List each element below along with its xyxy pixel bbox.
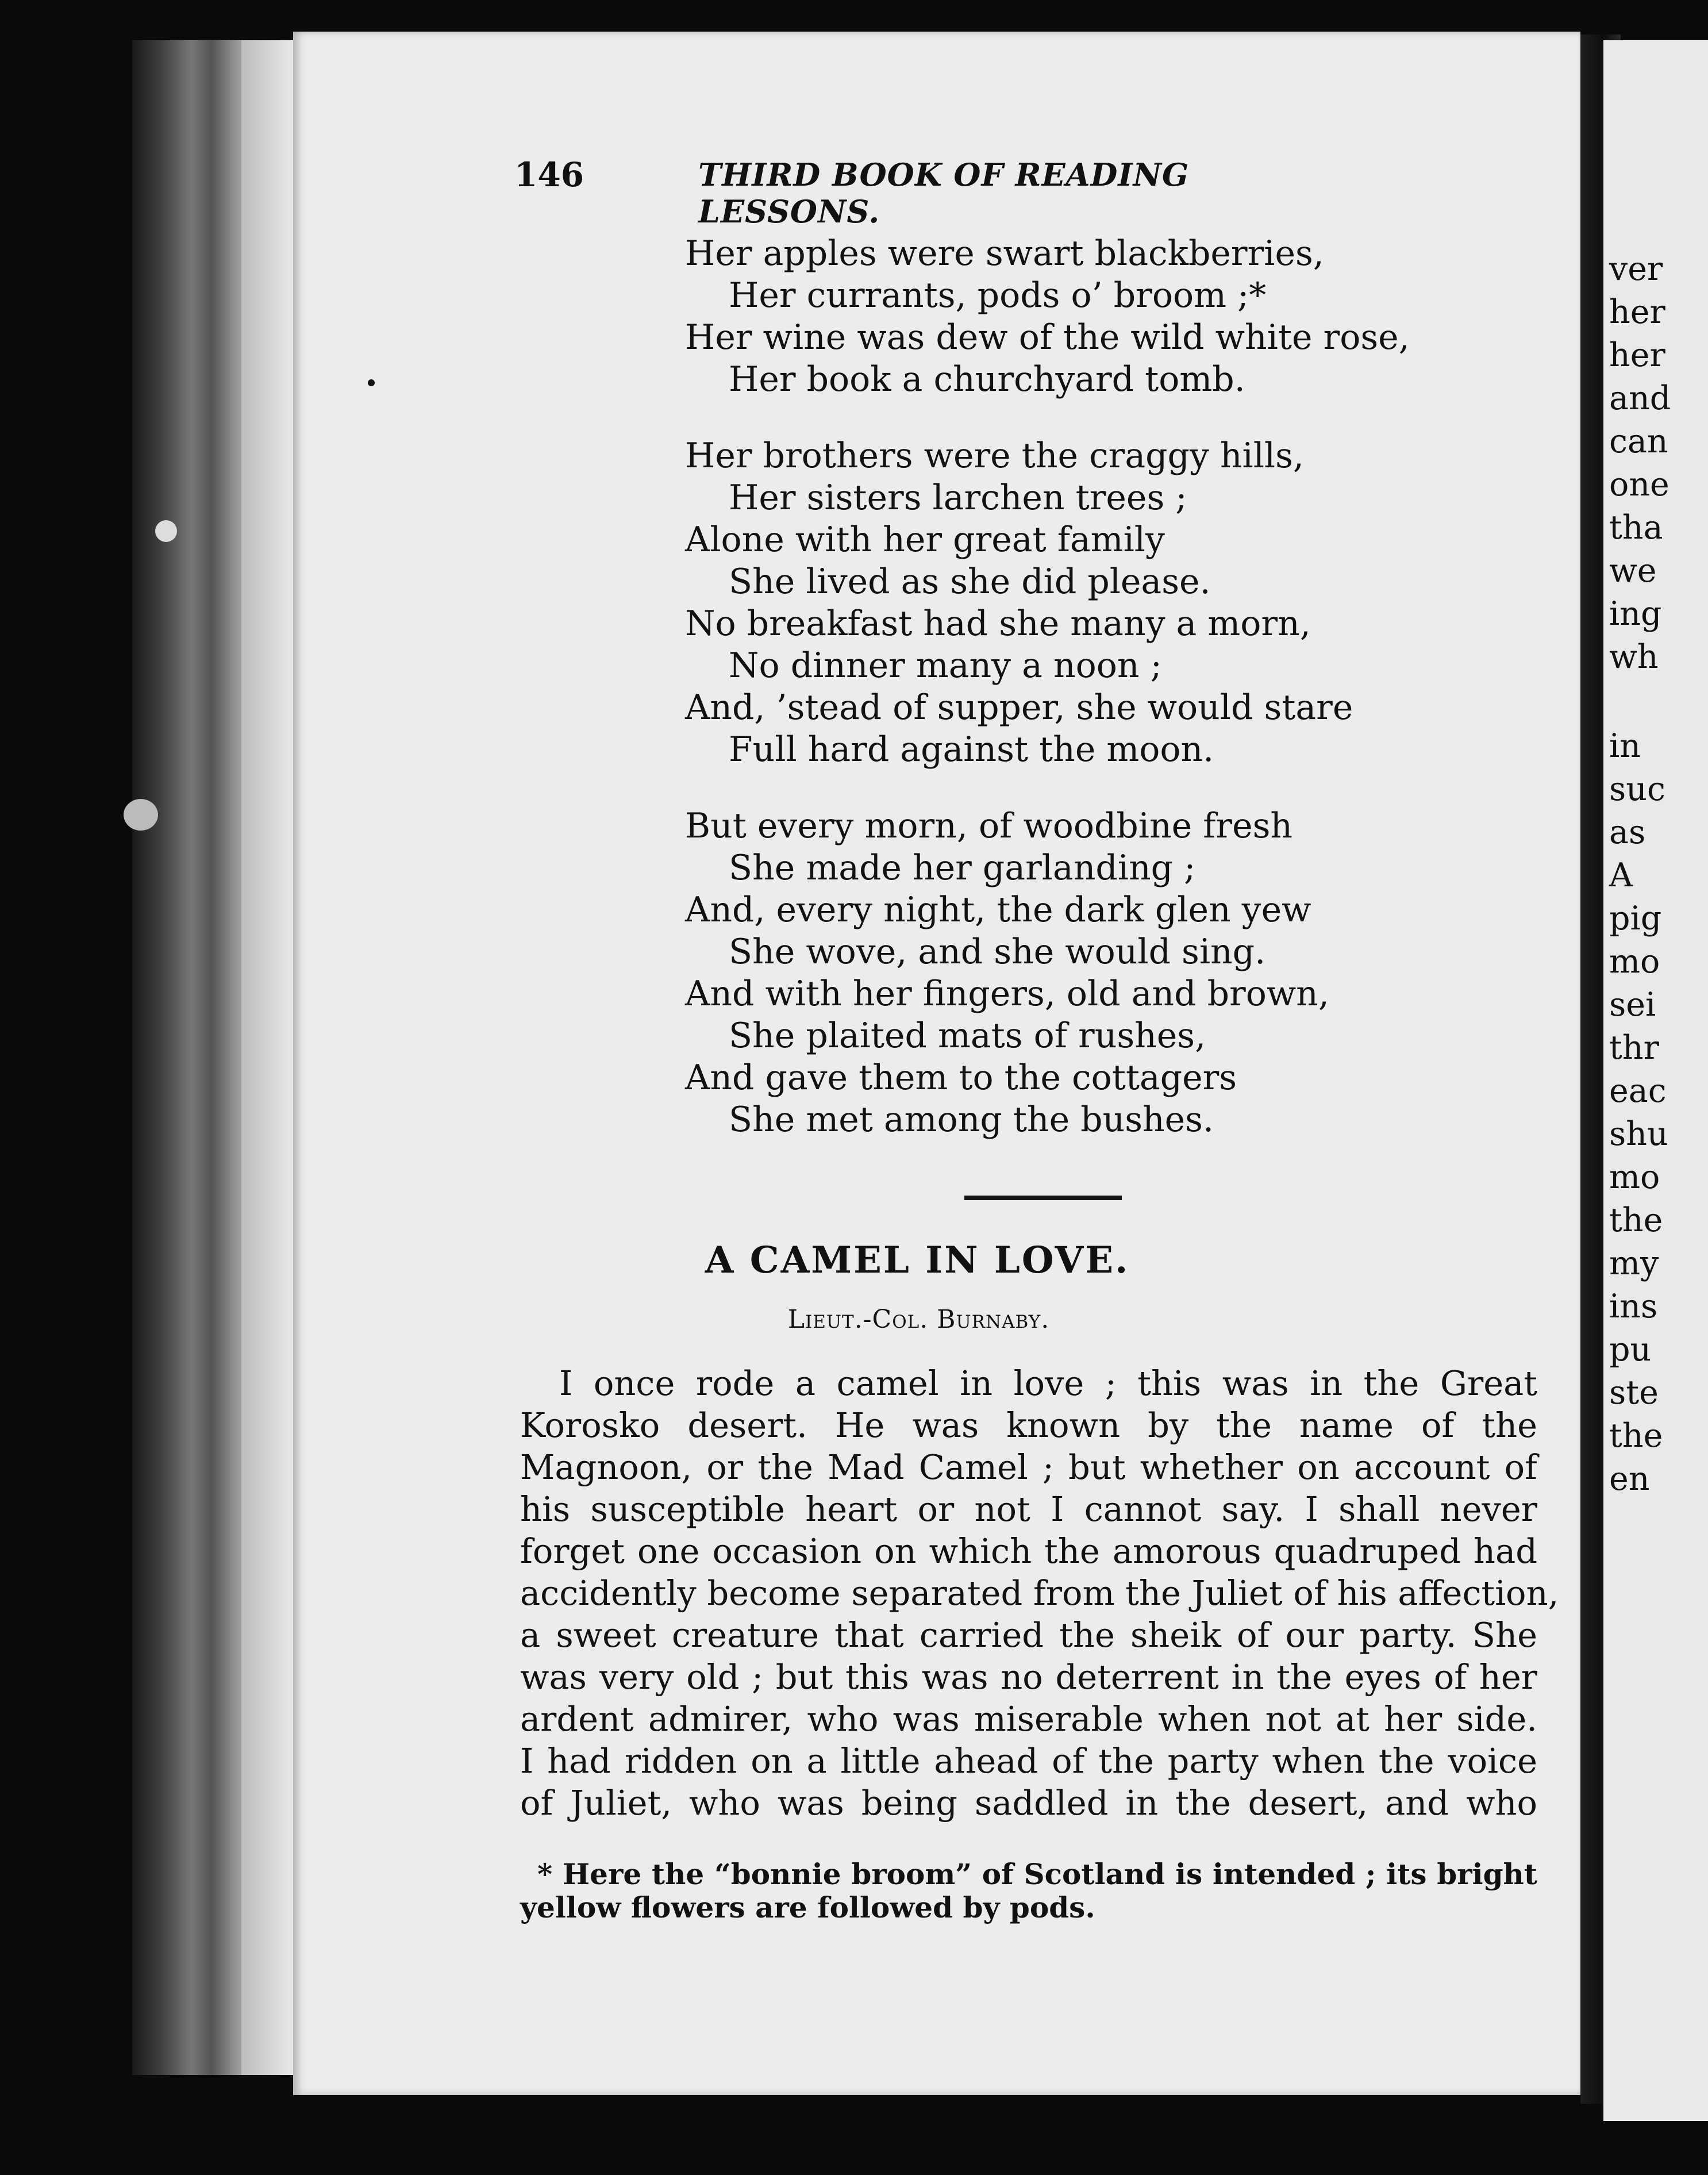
facing-page-fragment: ing (1609, 595, 1662, 633)
poem-line: And, every night, the dark glen yew (685, 890, 1311, 930)
facing-page-fragment: we (1609, 552, 1657, 590)
article-line: Magnoon, or the Mad Camel ; but whether on account of (520, 1447, 1537, 1487)
poem-line: Her brothers were the craggy hills, (685, 436, 1304, 476)
poem-line: Her apples were swart blackberries, (685, 233, 1324, 274)
article-line: ardent admirer, who was miserable when not at her side. (520, 1699, 1537, 1739)
facing-page-fragment: shu (1609, 1115, 1668, 1153)
article-line: Korosko desert. He was known by the name of the (520, 1405, 1537, 1445)
poem-line: She wove, and she would sing. (729, 932, 1266, 972)
poem-stanza (685, 435, 1432, 771)
poem-line: Her currants, pods o’ broom ;* (729, 275, 1267, 316)
poem-line: She plaited mats of rushes, (729, 1016, 1206, 1056)
facing-page-fragment: her (1609, 336, 1665, 374)
poem-line: Her sisters larchen trees ; (729, 478, 1187, 518)
facing-page-fragment: my (1609, 1244, 1659, 1282)
poem-line: No dinner many a noon ; (729, 645, 1162, 686)
scan-speck (155, 520, 177, 542)
facing-page-fragment: the (1609, 1417, 1663, 1455)
poem-line: And, ’stead of supper, she would stare (685, 687, 1353, 728)
facing-page-fragment: can (1609, 422, 1668, 460)
poem-stanza (685, 805, 1432, 1141)
facing-page (1603, 40, 1708, 2121)
scan-speck (124, 799, 158, 831)
facing-page-fragment: tha (1609, 509, 1663, 547)
footnote (520, 1858, 1537, 1924)
poem-line: She made her garlanding ; (729, 848, 1196, 888)
poem-line: She met among the bushes. (729, 1100, 1214, 1140)
poem-line: No breakfast had she many a morn, (685, 604, 1311, 644)
scan-speck (368, 379, 375, 386)
facing-page-fragment: one (1609, 466, 1669, 504)
facing-page-fragment: and (1609, 379, 1671, 417)
facing-page-fragment: in (1609, 727, 1641, 765)
poem-line: And with her fingers, old and brown, (685, 974, 1329, 1014)
article-line: I had ridden on a little ahead of the party when the voice (520, 1741, 1537, 1781)
article-line: accidently become separated from the Juliet of his affection, (520, 1573, 1559, 1613)
facing-page-fragment: A (1609, 856, 1633, 894)
article-body (520, 1362, 1559, 1824)
article-line: I once rode a camel in love ; this was in the Great (559, 1363, 1537, 1403)
facing-page-fragment: sei (1609, 986, 1656, 1024)
section-divider (964, 1196, 1122, 1200)
facing-page-fragment: wh (1609, 638, 1659, 676)
article-line: forget one occasion on which the amorous quadruped had (520, 1531, 1537, 1571)
article-title: A CAMEL IN LOVE. (705, 1239, 1130, 1282)
footnote-line: * Here the “bonnie broom” of Scotland is intended ; its bright (537, 1857, 1537, 1891)
facing-page-fragment: ver (1609, 250, 1663, 288)
article-line: his susceptible heart or not I cannot say. I shall never (520, 1489, 1537, 1529)
article-line: a sweet creature that carried the sheik of our party. She (520, 1615, 1537, 1655)
facing-page-fragment: thr (1609, 1029, 1659, 1067)
poem-line: But every morn, of woodbine fresh (685, 806, 1293, 846)
footnote-line: yellow flowers are followed by pods. (520, 1890, 1095, 1924)
facing-page-fragment: pu (1609, 1331, 1652, 1369)
poem-stanza (685, 233, 1432, 401)
facing-page-fragment: pig (1609, 900, 1662, 937)
facing-page-fragment: mo (1609, 1158, 1660, 1196)
poem-line: Alone with her great family (685, 520, 1165, 560)
facing-page-fragment: ste (1609, 1374, 1659, 1412)
facing-page-fragment: ins (1609, 1288, 1658, 1325)
book-edge-inner (241, 40, 293, 2075)
facing-page-fragment: suc (1609, 770, 1665, 808)
facing-page-fragment: eac (1609, 1072, 1667, 1110)
page-number: 146 (514, 155, 584, 194)
page-header (514, 155, 1359, 230)
running-title: THIRD BOOK OF READING LESSONS. (698, 156, 1190, 230)
facing-page-fragment: her (1609, 293, 1665, 331)
article-author: Lieut.-Col. Burnaby. (787, 1305, 1050, 1334)
poem-line: Her book a churchyard tomb. (729, 359, 1245, 399)
facing-page-fragment: as (1609, 813, 1646, 851)
facing-page-fragment: en (1609, 1460, 1650, 1498)
poem-line: Her wine was dew of the wild white rose, (685, 317, 1410, 358)
poem (685, 233, 1432, 1175)
poem-line: Full hard against the moon. (729, 729, 1214, 770)
poem-line: She lived as she did please. (729, 562, 1211, 602)
poem-line: And gave them to the cottagers (685, 1058, 1237, 1098)
article-line: was very old ; but this was no deterrent in the eyes of her (520, 1657, 1537, 1697)
facing-page-fragment: the (1609, 1201, 1663, 1239)
article-line: of Juliet, who was being saddled in the desert, and who (520, 1783, 1537, 1823)
facing-page-fragment: mo (1609, 943, 1660, 981)
